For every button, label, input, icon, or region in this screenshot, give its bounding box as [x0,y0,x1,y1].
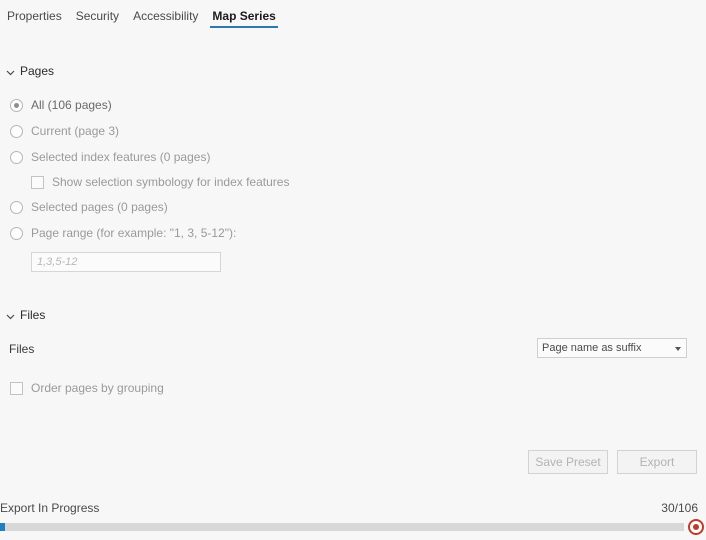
tab-security[interactable]: Security [75,9,120,23]
checkbox-order-pages-by-grouping[interactable] [6,376,696,400]
export-button[interactable]: Export [617,450,697,474]
save-preset-button[interactable]: Save Preset [528,450,608,474]
file-naming-dropdown-value: Page name as suffix [542,342,642,354]
radio-indicator [10,125,23,138]
progress-bar-fill [0,523,5,531]
checkbox-indicator [31,176,44,189]
chevron-down-icon [675,347,681,351]
pages-section-header[interactable] [6,64,696,78]
page-range-input[interactable] [31,252,221,272]
radio-all-pages[interactable] [6,92,696,118]
dialog-tabstrip[interactable] [0,0,706,30]
tab-properties[interactable]: Properties [7,9,62,23]
progress-status-text: Export In Progress [0,501,100,515]
chevron-down-icon [6,68,15,77]
radio-indicator [10,201,23,214]
dialog-actions [528,450,697,474]
tab-map-series[interactable]: Map Series [205,5,282,30]
radio-indicator [10,227,23,240]
pages-section-title: Pages [20,64,55,78]
radio-indicator [10,99,23,112]
radio-selected-index-features[interactable] [6,144,696,170]
tab-accessibility[interactable]: Accessibility [133,9,199,23]
radio-current-page[interactable] [6,118,696,144]
file-naming-row [6,338,696,364]
radio-page-range[interactable] [6,220,696,246]
file-naming-dropdown[interactable] [537,338,687,358]
pages-section [6,64,696,272]
checkbox-label: Order pages by grouping [31,381,164,395]
files-section-header[interactable] [6,308,696,322]
files-section [6,308,696,400]
radio-indicator [10,151,23,164]
files-section-title: Files [20,308,46,322]
cancel-export-button[interactable] [688,519,704,535]
radio-label: Selected index features (0 pages) [31,150,211,164]
radio-label: Page range (for example: "1, 3, 5-12"): [31,226,237,240]
progress-count-text: 30/106 [661,501,698,515]
radio-label: Selected pages (0 pages) [31,200,168,214]
chevron-down-icon [6,312,15,321]
checkbox-indicator [10,382,23,395]
checkbox-label: Show selection symbology for index features [52,175,290,189]
files-field-label: Files [9,342,35,356]
radio-label: All (106 pages) [31,98,112,112]
radio-selected-pages[interactable] [6,194,696,220]
checkbox-show-selection-symbology[interactable] [6,170,696,194]
page-range-input-wrapper [6,252,696,272]
progress-bar [0,523,684,531]
radio-label: Current (page 3) [31,124,120,138]
